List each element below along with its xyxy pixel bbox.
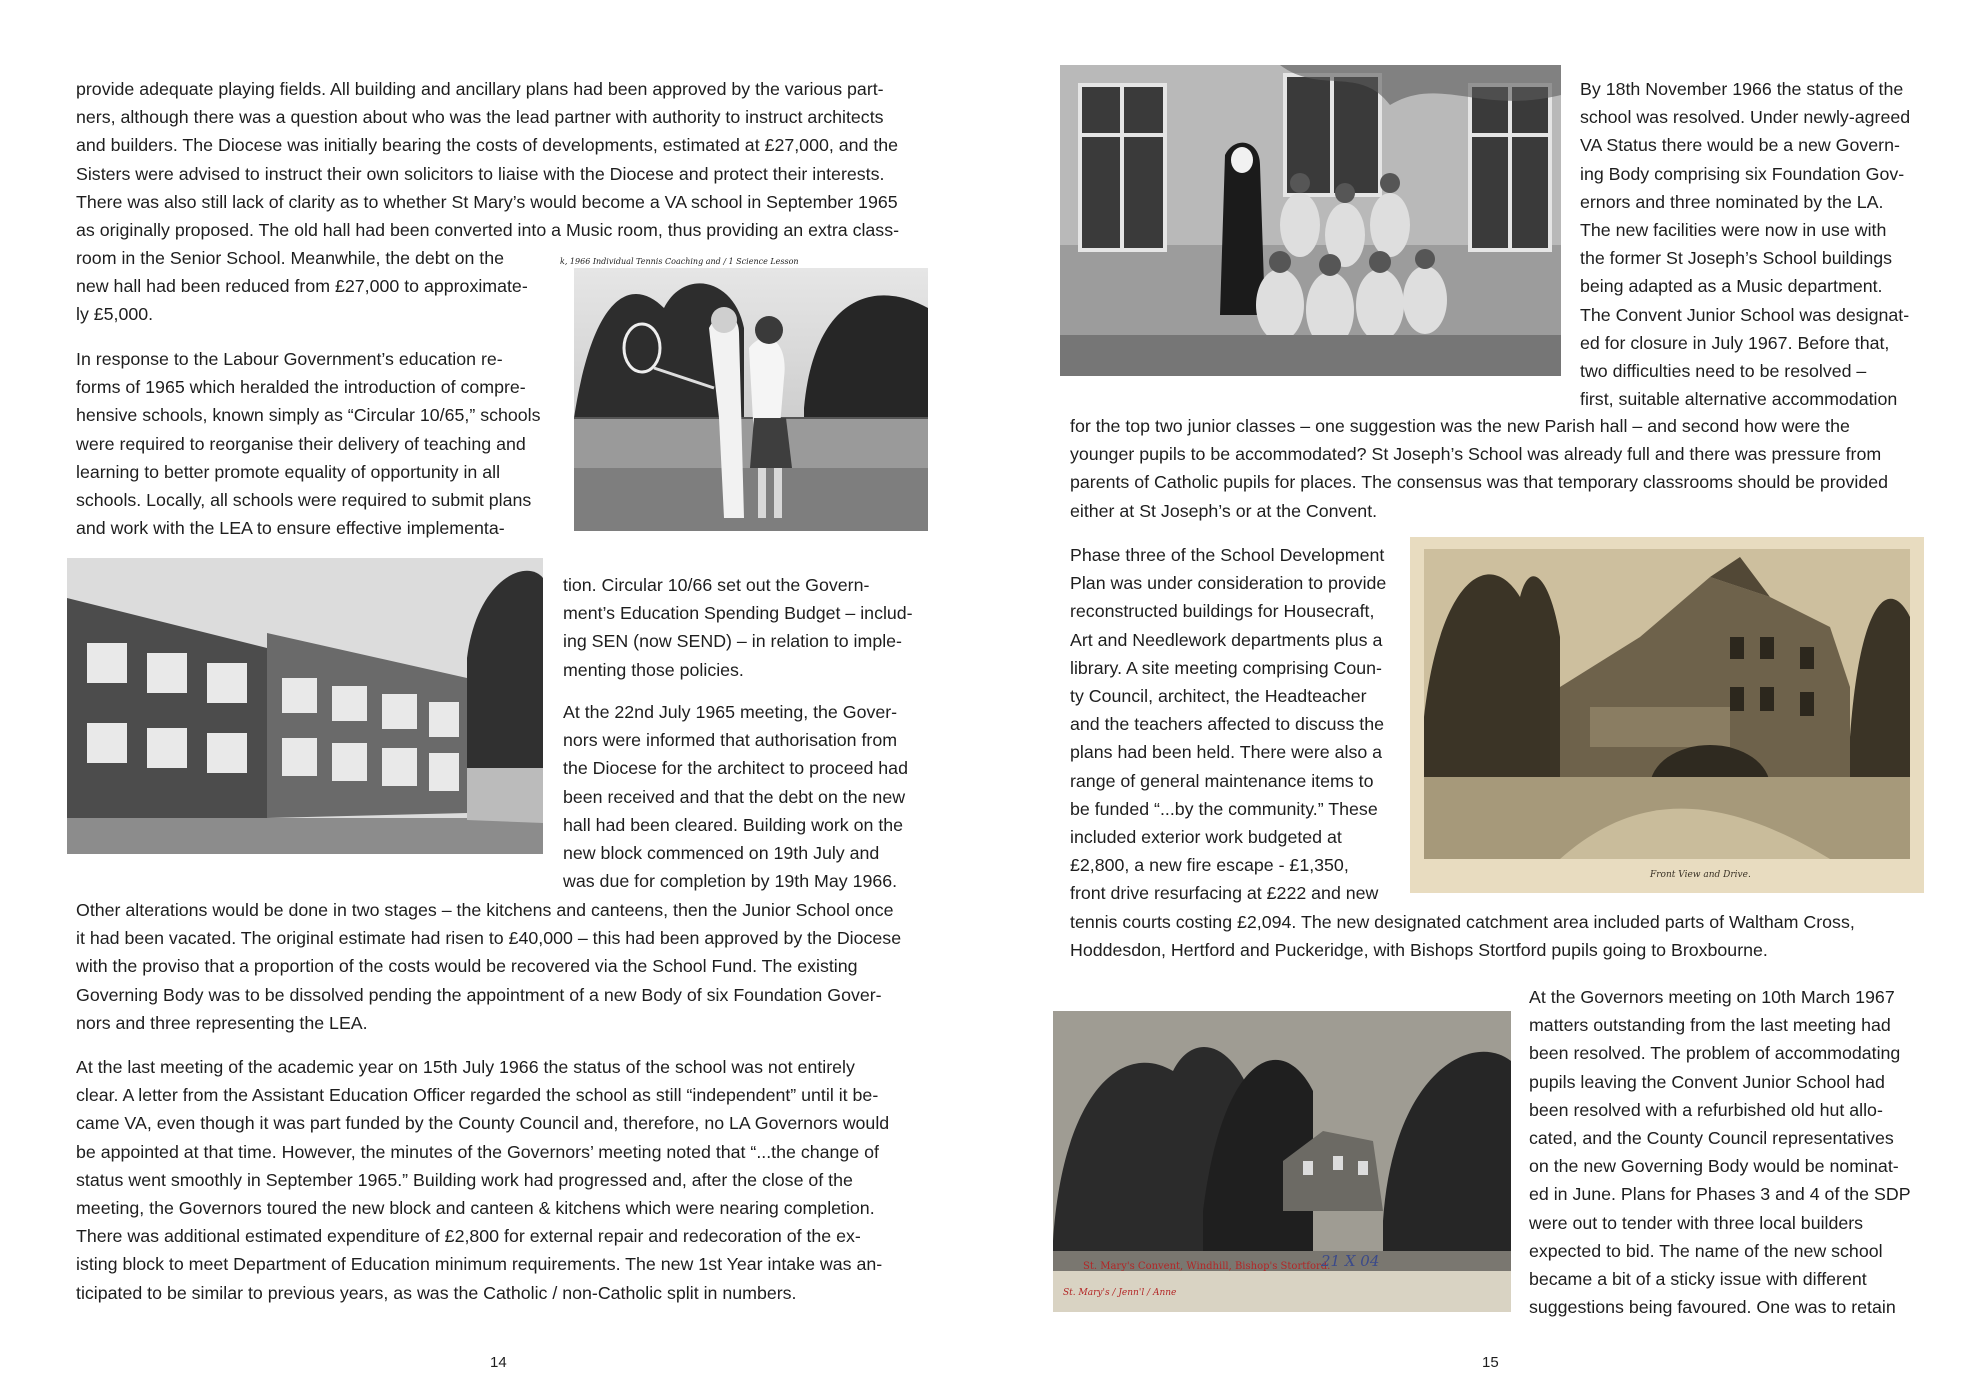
text-line: hensive schools, known simply as “Circular 10/65,” schools [76,405,541,426]
text-line: Art and Needlework departments plus a [1070,629,1383,650]
text-line: and the teachers affected to discuss the [1070,714,1385,735]
text-line: included exterior work budgeted at [1070,827,1342,848]
text-line: range of general maintenance items to [1070,770,1374,791]
text-line: £2,800, a new fire escape - £1,350, [1070,855,1349,876]
text-line: VA Status there would be a new Govern- [1580,135,1900,156]
new-block-building-photo [67,558,543,854]
front-view-postcard [1410,537,1924,893]
text-line: either at St Joseph’s or at the Convent. [1070,500,1378,521]
text-line: ing SEN (now SEND) – in relation to imple- [563,631,902,652]
text-line: room in the Senior School. Meanwhile, the debt on the [76,248,505,268]
text-line: reconstructed buildings for Housecraft, [1070,601,1375,622]
text-line: with the proviso that a proportion of the costs would be recovered via the School Fund. The existing [76,956,858,977]
text-line: it had been vacated. The original estimate had risen to £40,000 – this had been approved by the Diocese [76,928,902,949]
text-line: the former St Joseph’s School buildings [1580,248,1893,269]
text-line: clear. A letter from the Assistant Education Officer regarded the school as still “independent” until it be- [76,1085,879,1106]
text-line: as originally proposed. The old hall had been converted into a Music room, thus providing an extra class- [76,220,900,241]
text-line: Plan was under consideration to provide [1070,573,1387,594]
text-line: suggestions being favoured. One was to retain [1529,1297,1896,1318]
text-line: been resolved with a refurbished old hut allo- [1529,1099,1883,1120]
right-para-nov-full [1070,412,1888,525]
text-line: were required to reorganise their delivery of teaching and [76,433,526,454]
text-line: pupils leaving the Convent Junior School had [1529,1071,1885,1092]
text-line: Other alterations would be done in two stages – the kitchens and canteens, then the Junior School once [76,900,894,920]
text-line: two difficulties need to be resolved – [1580,361,1867,382]
text-line: Governing Body was to be dissolved pending the appointment of a new Body of six Foundation Gover- [76,984,882,1005]
text-line: library. A site meeting comprising Coun- [1070,657,1382,678]
text-line: were out to tender with three local builders [1529,1212,1864,1233]
text-line: At the Governors meeting on 10th March 1967 [1529,987,1895,1007]
left-para-july-full [76,896,901,1037]
text-line: new block commenced on 19th July and [563,843,880,864]
right-page-number: 15 [1482,1354,1499,1371]
text-line: ed in June. Plans for Phases 3 and 4 of the SDP [1529,1184,1911,1205]
text-line: expected to bid. The name of the new school [1529,1240,1883,1261]
sisters-group-photo [1060,65,1561,376]
text-line: plans had been held. There were also a [1070,742,1383,763]
convent-postcard-handwriting-date: 21 X 04 [1321,1252,1380,1270]
text-line: was due for completion by 19th May 1966. [563,871,898,892]
text-line: became a bit of a sticky issue with different [1529,1269,1867,1290]
text-line: front drive resurfacing at £222 and new [1070,883,1379,904]
text-line: younger pupils to be accommodated? St Joseph’s School was already full and there was pressure from [1070,444,1882,465]
text-line: provide adequate playing fields. All building and ancillary plans had been approved by the various part- [76,79,884,99]
text-line: cated, and the County Council representatives [1529,1128,1894,1149]
text-line: been resolved. The problem of accommodating [1529,1043,1901,1064]
text-line: be appointed at that time. However, the minutes of the Governors’ meeting noted that “...the change of [76,1141,879,1162]
tennis-coaching-photo [574,268,928,531]
text-line: ing Body comprising six Foundation Gov- [1580,163,1905,184]
right-para-nov-wrap [1580,75,1910,413]
text-line: ment’s Education Spending Budget – includ- [563,603,913,624]
right-para-phase-full [1070,908,1855,964]
convent-postcard-caption: St. Mary's Convent, Windhill, Bishop's Stortford. [1083,1261,1331,1272]
text-line: By 18th November 1966 the status of the [1580,79,1904,99]
left-para-top [76,75,899,244]
text-line: nors and three representing the LEA. [76,1012,368,1033]
text-line: and work with the LEA to ensure effective implementa- [76,518,505,539]
right-para-phase-wrap [1070,541,1386,908]
text-line: ed for closure in July 1967. Before that, [1580,332,1890,353]
text-line: be funded “...by the community.” These [1070,798,1378,819]
text-line: meeting, the Governors toured the new block and canteen & kitchens which were nearing completion. [76,1198,875,1219]
text-line: ticipated to be similar to previous years, as was the Catholic / non-Catholic split in numbers. [76,1282,797,1303]
text-line: the Diocese for the architect to proceed had [563,758,908,779]
text-line: Phase three of the School Development [1070,545,1385,565]
text-line: on the new Governing Body would be nominat- [1529,1156,1899,1177]
text-line: for the top two junior classes – one suggestion was the new Parish hall – and second how were the [1070,416,1850,436]
text-line: matters outstanding from the last meeting had [1529,1015,1891,1036]
text-line: ty Council, architect, the Headteacher [1070,686,1367,707]
text-line: schools. Locally, all schools were required to submit plans [76,490,532,511]
text-line: isting block to meet Department of Education minimum requirements. The new 1st Year intake was an- [76,1254,883,1275]
tennis-photo-caption: k, 1966 Individual Tennis Coaching and / 1 Science Lesson [560,257,799,266]
text-line: Sisters were advised to instruct their own solicitors to liaise with the Diocese and protect their interests. [76,163,885,184]
left-page-number: 14 [490,1354,507,1371]
text-line: ly £5,000. [76,304,154,325]
convent-postcard-handwriting: St. Mary's / Jenn'l / Anne [1063,1288,1177,1298]
text-line: came VA, even though it was part funded by the County Council and, therefore, no LA Governors would [76,1113,890,1134]
left-para-labour [76,345,540,542]
text-line: tion. Circular 10/66 set out the Govern- [563,575,870,595]
text-line: school was resolved. Under newly-agreed [1580,107,1911,128]
text-line: At the 22nd July 1965 meeting, the Gover- [563,702,898,722]
left-para-top-wrap [76,244,528,329]
text-line: There was additional estimated expenditure of £2,800 for external repair and redecoration of the ex- [76,1226,861,1247]
text-line: being adapted as a Music department. [1580,276,1883,297]
text-line: been received and that the debt on the new [563,786,906,807]
left-para-july-wrap [563,698,908,895]
text-line: nors were informed that authorisation from [563,730,898,751]
text-line: ners, although there was a question about who was the lead partner with authority to instruct architects [76,107,884,128]
text-line: first, suitable alternative accommodation [1580,389,1898,410]
text-line: There was also still lack of clarity as to whether St Mary’s would become a VA school in September 1965 [76,191,898,212]
text-line: The Convent Junior School was designat- [1580,304,1910,325]
text-line: learning to better promote equality of opportunity in all [76,461,501,482]
text-line: Hoddesdon, Hertford and Puckeridge, with Bishops Stortford pupils going to Broxbourne. [1070,940,1768,961]
text-line: parents of Catholic pupils for places. The consensus was that temporary classrooms should be provided [1070,472,1889,493]
right-para-march [1529,983,1911,1321]
text-line: tennis courts costing £2,094. The new designated catchment area included parts of Waltham Cross, [1070,912,1855,932]
text-line: ernors and three nominated by the LA. [1580,191,1884,212]
left-para-last [76,1053,889,1307]
text-line: The new facilities were now in use with [1580,220,1887,241]
text-line: forms of 1965 which heralded the introduction of compre- [76,377,526,398]
front-view-caption: Front View and Drive. [1650,870,1751,880]
text-line: In response to the Labour Government’s education re- [76,349,503,369]
convent-windhill-postcard [1053,1011,1511,1312]
text-line: new hall had been reduced from £27,000 to approximate- [76,276,528,297]
left-para-circular [563,571,913,684]
text-line: At the last meeting of the academic year on 15th July 1966 the status of the school was not entirely [76,1057,855,1077]
text-line: and builders. The Diocese was initially bearing the costs of developments, estimated at £27,000, and the [76,135,899,156]
text-line: status went smoothly in September 1965.” Building work had progressed and, after the close of the [76,1169,853,1190]
text-line: hall had been cleared. Building work on the [563,814,904,835]
text-line: menting those policies. [563,659,744,680]
